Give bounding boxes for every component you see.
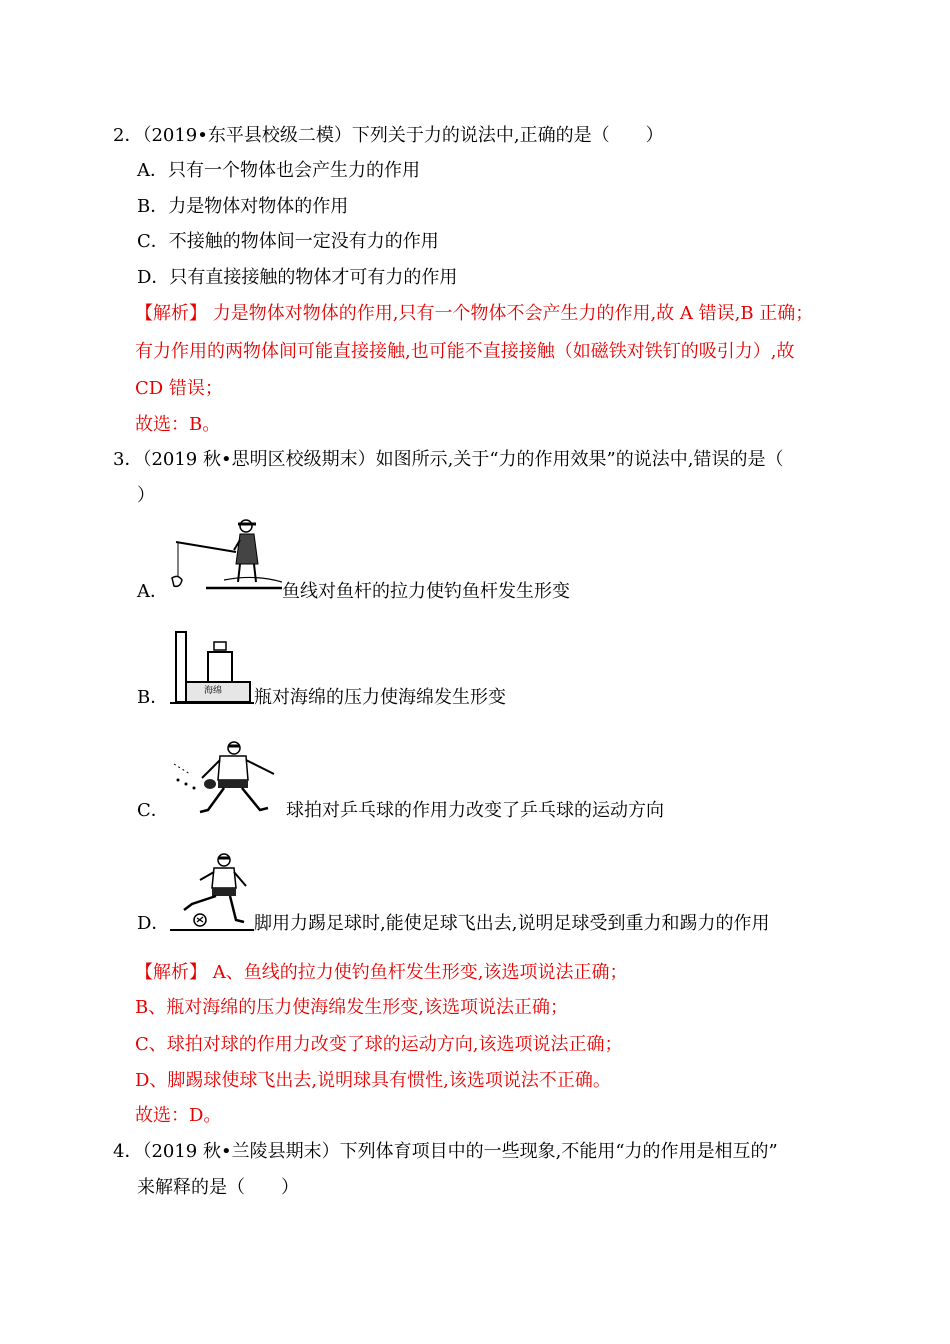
q2-option-d: D．只有直接接触的物体才可有力的作用	[137, 267, 458, 288]
q3-option-a-letter: A．	[137, 581, 168, 602]
q2-analysis-line-1: 【解析】 力是物体对物体的作用,只有一个物体不会产生力的作用,故 A 错误,B 正确；	[135, 303, 814, 324]
q3-analysis-line-1: 【解析】 A、鱼线的拉力使钓鱼杆发生形变,该选项说法正确；	[135, 962, 628, 983]
q3-analysis-line-4: D、脚踢球使球飞出去,说明球具有惯性,该选项说法不正确。	[135, 1070, 611, 1091]
bottle-on-sponge-figure	[170, 630, 254, 706]
fishing-figure	[166, 518, 282, 598]
q3-option-b-letter: B．	[137, 687, 169, 708]
q3-option-b-text: 瓶对海绵的压力使海绵发生形变	[254, 687, 506, 708]
q2-stem: 2．（2019•东平县校级二模）下列关于力的说法中,正确的是（ ）	[113, 125, 664, 146]
q3-analysis-line-3: C、球拍对球的作用力改变了球的运动方向,该选项说法正确；	[135, 1034, 623, 1055]
q2-answer: 故选：B。	[135, 414, 221, 435]
q2-option-c: C．不接触的物体间一定没有力的作用	[137, 231, 439, 252]
ping-pong-figure	[170, 740, 286, 820]
q3-stem-line-1: 3．（2019 秋•思明区校级期末）如图所示,关于“力的作用效果”的说法中,错误的是（	[113, 449, 784, 470]
football-kick-figure	[170, 852, 254, 932]
q3-option-a-text: 鱼线对鱼杆的拉力使钓鱼杆发生形变	[282, 581, 570, 602]
q3-option-d-text: 脚用力踢足球时,能使足球飞出去,说明足球受到重力和踢力的作用	[254, 913, 770, 934]
q2-option-b: B．力是物体对物体的作用	[137, 196, 349, 217]
q3-answer: 故选：D。	[135, 1105, 222, 1126]
q4-stem-line-2: 来解释的是（ ）	[137, 1177, 299, 1198]
q4-stem-line-1: 4．（2019 秋•兰陵县期末）下列体育项目中的一些现象,不能用“力的作用是相互的”	[113, 1141, 778, 1162]
q2-analysis-line-3: CD 错误；	[135, 378, 223, 399]
q3-option-c-text: 球拍对乒乓球的作用力改变了乒乓球的运动方向	[286, 800, 664, 821]
q3-stem-line-2: ）	[137, 485, 155, 506]
sponge-label: 海绵	[204, 686, 223, 696]
q2-analysis-line-2: 有力作用的两物体间可能直接接触,也可能不直接接触（如磁铁对铁钉的吸引力）,故	[135, 341, 795, 362]
q3-option-d-letter: D．	[137, 913, 170, 934]
q3-analysis-line-2: B、瓶对海绵的压力使海绵发生形变,该选项说法正确；	[135, 997, 568, 1018]
q2-option-a: A．只有一个物体也会产生力的作用	[137, 160, 420, 181]
q3-option-c-letter: C．	[137, 800, 169, 821]
